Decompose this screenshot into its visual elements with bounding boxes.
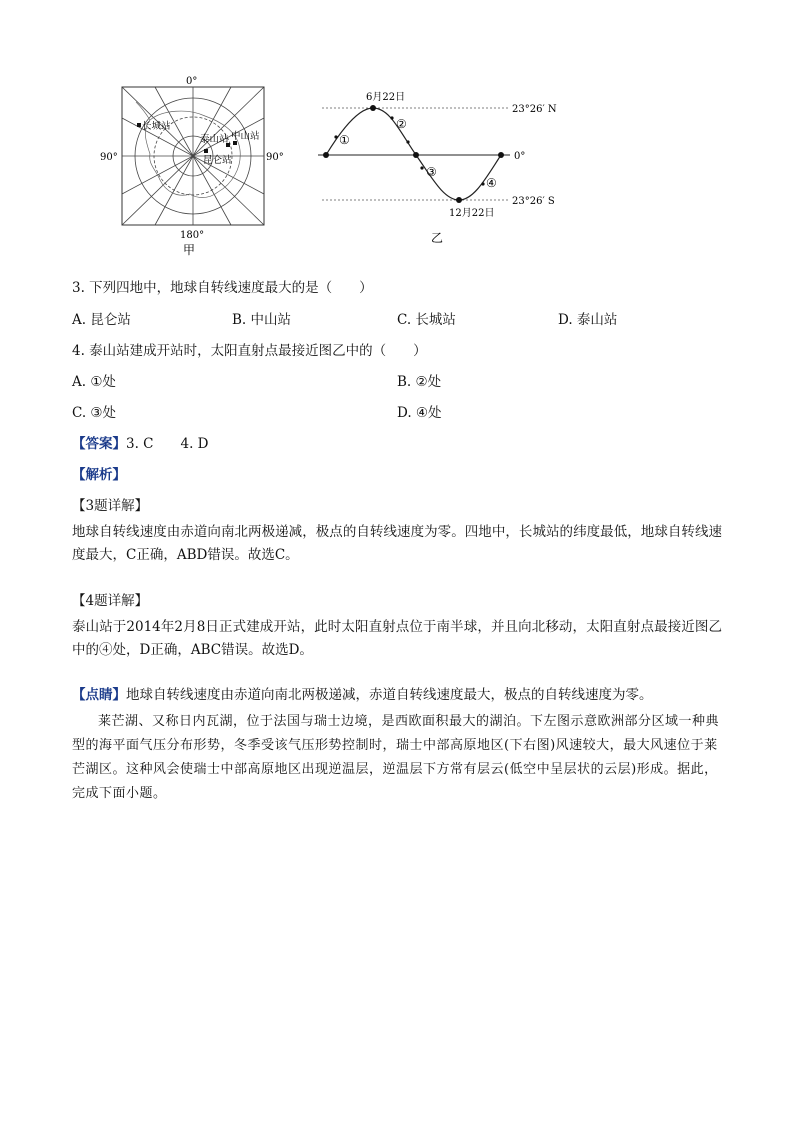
dot-2: [390, 116, 393, 119]
marker-2: ②: [396, 117, 407, 131]
detail3-tag: 【3题详解】: [72, 498, 149, 514]
point-jun22: [370, 105, 376, 111]
q4-option-a: A. ①处: [72, 374, 116, 390]
label-zhongshan: 中山站: [231, 131, 260, 142]
dot-3: [420, 166, 423, 169]
caption-yi: 乙: [431, 231, 444, 245]
label-0deg: 0°: [186, 76, 198, 87]
label-jun22: 6月22日: [366, 92, 406, 103]
q4-option-b: B. ②处: [397, 374, 442, 390]
figure-area: [0, 72, 794, 262]
comment-text: 地球自转线速度由赤道向南北两极递减，赤道自转线速度最大，极点的自转线速度为零。: [126, 687, 653, 703]
caption-jia: 甲: [183, 243, 196, 257]
detail4-text: 泰山站于2014年2月8日正式建成开站，此时太阳直射点位于南半球，并且向北移动，太阳直射点最接近图乙中的④处，D正确，ABC错误。故选D。: [72, 619, 722, 658]
q4-stem: 4. 泰山站建成开站时，太阳直射点最接近图乙中的（ ）: [72, 343, 427, 359]
label-changcheng: 长城站: [142, 121, 171, 132]
point-mar-next: [498, 152, 504, 158]
label-180deg: 180°: [180, 230, 205, 241]
answer-line: [72, 432, 209, 452]
figure-yi-solar-curve: [0, 72, 794, 262]
marker-1: ①: [339, 133, 350, 147]
analysis-tag: 【解析】: [72, 467, 126, 483]
point-dec22: [456, 197, 462, 203]
comment-line: [72, 683, 653, 703]
label-lat-n: 23°26′ N: [512, 104, 557, 115]
label-90w: 90°: [100, 152, 118, 163]
marker-4: ④: [486, 176, 497, 190]
q4-option-d: D. ④处: [397, 405, 442, 421]
reading-passage: 莱芒湖、又称日内瓦湖，位于法国与瑞士边境，是西欧面积最大的湖泊。下左图示意欧洲部分区域一种典型的海平面气压分布形势，冬季受该气压形势控制时，瑞士中部高原地区(下右图)风速较大，最大风速位于莱芒湖区。这种风会使瑞士中部高原地区出现逆温层，逆温层下方常有层云(低空中呈层状的云层)形成。据此，完成下面小题。: [72, 714, 720, 801]
q3-stem: 3. 下列四地中，地球自转线速度最大的是（ ）: [72, 280, 373, 296]
label-lat-s: 23°26′ S: [512, 196, 555, 207]
dot-2b: [406, 140, 409, 143]
detail4-tag: 【4题详解】: [72, 593, 149, 609]
label-kunlun: 昆仑站: [203, 155, 232, 166]
q3-option-a: A. 昆仑站: [72, 312, 131, 328]
comment-tag: 【点睛】: [72, 687, 126, 703]
label-taishan: 泰山站: [200, 134, 229, 145]
analysis-line: [72, 463, 126, 483]
label-dec22: 12月22日: [449, 208, 495, 219]
dot-1: [334, 135, 337, 138]
point-sep: [413, 152, 419, 158]
detail3-text: 地球自转线速度由赤道向南北两极递减，极点的自转线速度为零。四地中，长城站的纬度最低，地球自转线速度最大，C正确，ABD错误。故选C。: [72, 524, 722, 563]
q4-option-c: C. ③处: [72, 405, 117, 421]
q3-option-b: B. 中山站: [232, 312, 292, 328]
marker-3: ③: [426, 165, 437, 179]
q3-option-d: D. 泰山站: [558, 312, 618, 328]
q3-option-c: C. 长城站: [397, 312, 456, 328]
label-lat-0: 0°: [514, 151, 526, 162]
answer-tag: 【答案】: [72, 436, 126, 452]
point-mar: [323, 152, 329, 158]
label-90e: 90°: [266, 152, 284, 163]
answer-text: 3. C 4. D: [126, 436, 209, 452]
dot-4: [481, 182, 484, 185]
